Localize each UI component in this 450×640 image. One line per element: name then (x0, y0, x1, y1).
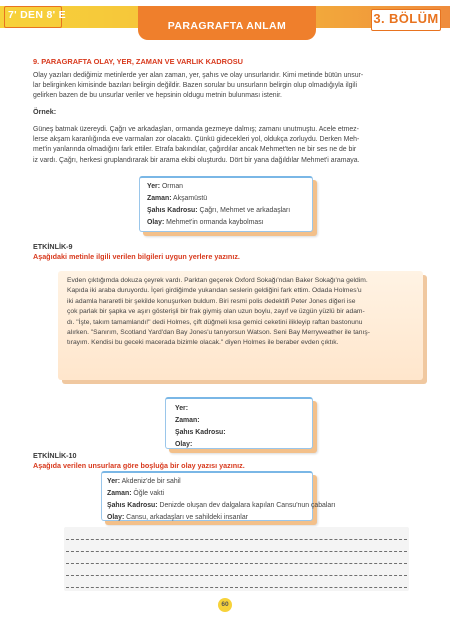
answer-zaman[interactable]: Zaman: (175, 417, 200, 424)
card-row-olay: Olay: Cansu, arkadaşları ve sahildeki insanlar (107, 514, 248, 521)
writing-area[interactable] (64, 527, 409, 591)
example-line: Güneş batmak üzereydi. Çağrı ve arkadaşları, ormanda gezmeye dalmış; zamanı unutmuştu. Acele etmez- (33, 126, 359, 133)
story-box (58, 271, 423, 380)
card-row-zaman: Zaman: Akşamüstü (147, 195, 208, 202)
writing-line[interactable] (66, 587, 407, 588)
example-line: lerse akşam karanlığında eve varmaları zor olacaktı. Çünkü gidecekleri yol, oldukça zorluydu. Derken Meh- (33, 136, 360, 144)
example-info-card (139, 176, 313, 232)
page-title: PARAGRAFTA ANLAM (167, 20, 287, 32)
activity10-title: ETKİNLİK-10 (33, 451, 77, 460)
story-line: dı. "İşte, takım tamamlandı!" dedi Holmes, çift düğmeli kısa gemici ceketini ilikleyip raftan bastonunu (67, 318, 363, 326)
activity10-info-card (101, 471, 336, 521)
card-row-yer: Yer: Akdeniz'de bir sahil (107, 478, 181, 485)
story-line: iki adamla hararetli bir şekilde konuşurken buldum. Biri resmi polis dedektifi Peter Jones diğeri ise (67, 297, 356, 305)
activity9-title: ETKİNLİK-9 (33, 242, 73, 251)
intro-paragraph (33, 71, 418, 102)
section-badge: 3. BÖLÜM (373, 11, 439, 26)
intro-line: gelirken bazen de bu unsurlar veriler ve hepsinin oldugu metnin bulunması istenir. (33, 92, 282, 100)
card-row-sahis: Şahıs Kadrosu: Denizde oluşan dev dalgalara kapılan Cansu'nun çabaları (107, 502, 336, 509)
activity10-instruction: Aşağıda verilen unsurlara göre boşluğa bir olay yazısı yazınız. (33, 461, 245, 470)
writing-line[interactable] (66, 563, 407, 564)
section-heading: 9. PARAGRAFTA OLAY, YER, ZAMAN VE VARLIK KADROSU (33, 57, 243, 66)
example-paragraph (33, 125, 418, 166)
card-row-sahis: Şahıs Kadrosu: Çağrı, Mehmet ve arkadaşları (147, 207, 291, 214)
story-line: tırayım. Kendisi bu geceki macerada bizimle olacak." diyen Holmes ile beraber evden çıktık. (67, 339, 339, 347)
example-line: met'in yanlarında olmadığını fark ettiler. Etrafa bakındılar, çağırdılar ancak Mehmet'ten ne bir ses ne de bir (33, 146, 357, 154)
story-line: çok parlak bir şapka ve aşırı gösterişli bir frak giymiş olan uzun boylu, zayıf ve üzgün yüzlü bir adam- (67, 308, 365, 316)
card-row-zaman: Zaman: Öğle vakti (107, 490, 165, 497)
answer-sahis[interactable]: Şahıs Kadrosu: (175, 429, 226, 436)
answer-olay[interactable]: Olay: (175, 441, 193, 448)
intro-line: lar belirginken kimisinde bazıları belirgin değildir. Bazen sorular bu unsurların belirgin olup olmadığıyla ilgili (33, 82, 358, 90)
card-row-olay: Olay: Mehmet'in ormanda kaybolması (147, 219, 264, 226)
story-line: Kapıda iki araba duruyordu. İçeri girdiğimde yukarıdan seslerin geldiğini fark ettim. Odada Holmes'u (67, 287, 362, 295)
answer-yer[interactable]: Yer: (175, 405, 189, 412)
activity9-answer-card[interactable] (165, 397, 313, 449)
example-label: Örnek: (33, 107, 57, 116)
activity9-instruction: Aşağıdaki metinle ilgili verilen bilgileri uygun yerlere yazınız. (33, 252, 240, 261)
writing-line[interactable] (66, 539, 407, 540)
example-line: iz vardı. Çağrı, herkesi gruplandırarak bir arama ekibi oluşturdu. Dört bir yana dağıldılar Mehmet'i aramaya. (33, 156, 360, 164)
card-row-yer: Yer: Orman (147, 183, 184, 190)
grade-tag: 7' DEN 8' E (8, 9, 66, 21)
writing-line[interactable] (66, 575, 407, 576)
intro-line: Olay yazıları dediğimiz metinlerde yer alan zaman, yer, şahıs ve olay unsurlarıdır. Kimi metinde bütün unsur- (33, 72, 364, 79)
writing-line[interactable] (66, 551, 407, 552)
story-paragraph (67, 276, 414, 349)
story-line: Evden çıktığımda dokuza çeyrek vardı. Parktan geçerek Oxford Sokağı'ndan Baker Sokağı'na geldim. (67, 277, 368, 284)
story-line: alırken. "Sanırım, Scotland Yard'dan Bay Jones'u tanıyorsun Watson. Seni Bay Merryweather ile tanış- (67, 329, 370, 337)
page-number: 60 (218, 598, 232, 612)
